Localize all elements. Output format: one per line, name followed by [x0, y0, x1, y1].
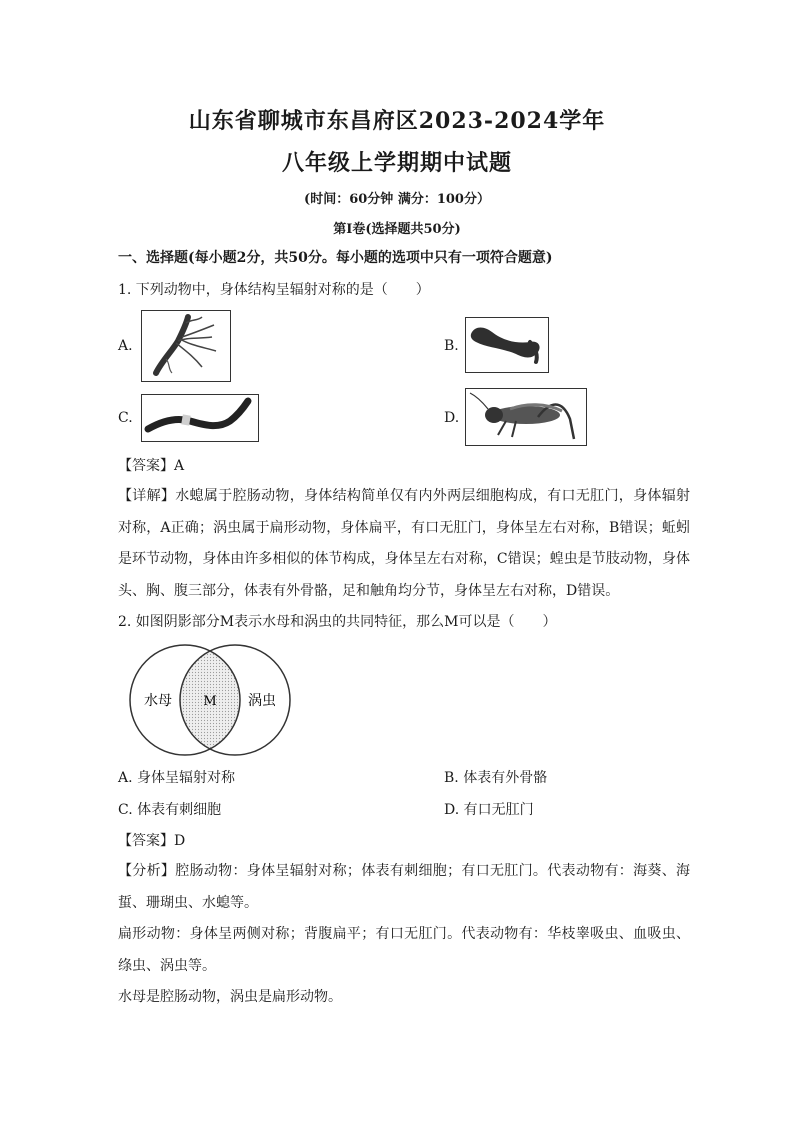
planarian-image	[465, 317, 549, 373]
exam-info: (时间：60分钟 满分：100分）	[304, 192, 490, 207]
q2-option-b: B. 体表有外骨骼	[444, 770, 548, 786]
q2-option-a: A. 身体呈辐射对称	[118, 770, 236, 786]
q2-analysis-2: 扁形动物：身体呈两侧对称；背腹扁平；有口无肛门。代表动物有：华枝睾吸虫、血吸虫、绦虫、涡虫等。	[118, 926, 690, 974]
q2-analysis-1: 【分析】腔肠动物：身体呈辐射对称；体表有刺细胞；有口无肛门。代表动物有：海葵、海蜇、珊瑚虫、水螅等。	[118, 863, 690, 911]
q1-option-c-label: C.	[118, 410, 133, 426]
venn-diagram	[122, 644, 298, 756]
q2-analysis-3: 水母是腔肠动物，涡虫是扁形动物。	[118, 989, 342, 1005]
grasshopper-image	[465, 388, 587, 446]
q2-option-d: D. 有口无肛门	[444, 802, 534, 818]
q2-stem: 2. 如图阴影部分M表示水母和涡虫的共同特征，那么M可以是（ ）	[118, 614, 557, 630]
part-title: 第Ⅰ卷(选择题共50分)	[333, 222, 461, 237]
earthworm-image	[141, 394, 259, 442]
q1-answer: 【答案】A	[118, 458, 185, 474]
q1-option-a-label: A.	[118, 338, 133, 354]
venn-center-label: M	[203, 694, 217, 709]
q1-option-d-label: D.	[444, 410, 460, 426]
exam-title-line1: 山东省聊城市东昌府区2023-2024学年	[188, 108, 606, 134]
venn-left-label: 水母	[144, 693, 172, 709]
q1-stem: 1. 下列动物中，身体结构呈辐射对称的是（ ）	[118, 282, 430, 298]
q2-option-c: C. 体表有刺细胞	[118, 802, 222, 818]
q1-explanation: 【详解】水螅属于腔肠动物，身体结构简单仅有内外两层细胞构成，有口无肛门，身体辐射对称，A正确；涡虫属于扁形动物，身体扁平，有口无肛门，身体呈左右对称，B错误；蚯蚓是环节动物，身体由许多相似的体节构成，身体呈左右对称，C错误；蝗虫是节肢动物，身体头、胸、腹三部分，体表有外骨骼，足和触角均分节，身体呈左右对称，D错误。	[118, 488, 690, 599]
venn-right-label: 涡虫	[248, 693, 276, 709]
q1-option-b-label: B.	[444, 338, 459, 354]
q2-answer: 【答案】D	[118, 833, 186, 849]
hydra-image	[141, 310, 231, 382]
exam-title-line2: 八年级上学期期中试题	[281, 150, 512, 176]
section-heading: 一、选择题(每小题2分，共50分。每小题的选项中只有一项符合题意)	[118, 250, 553, 266]
